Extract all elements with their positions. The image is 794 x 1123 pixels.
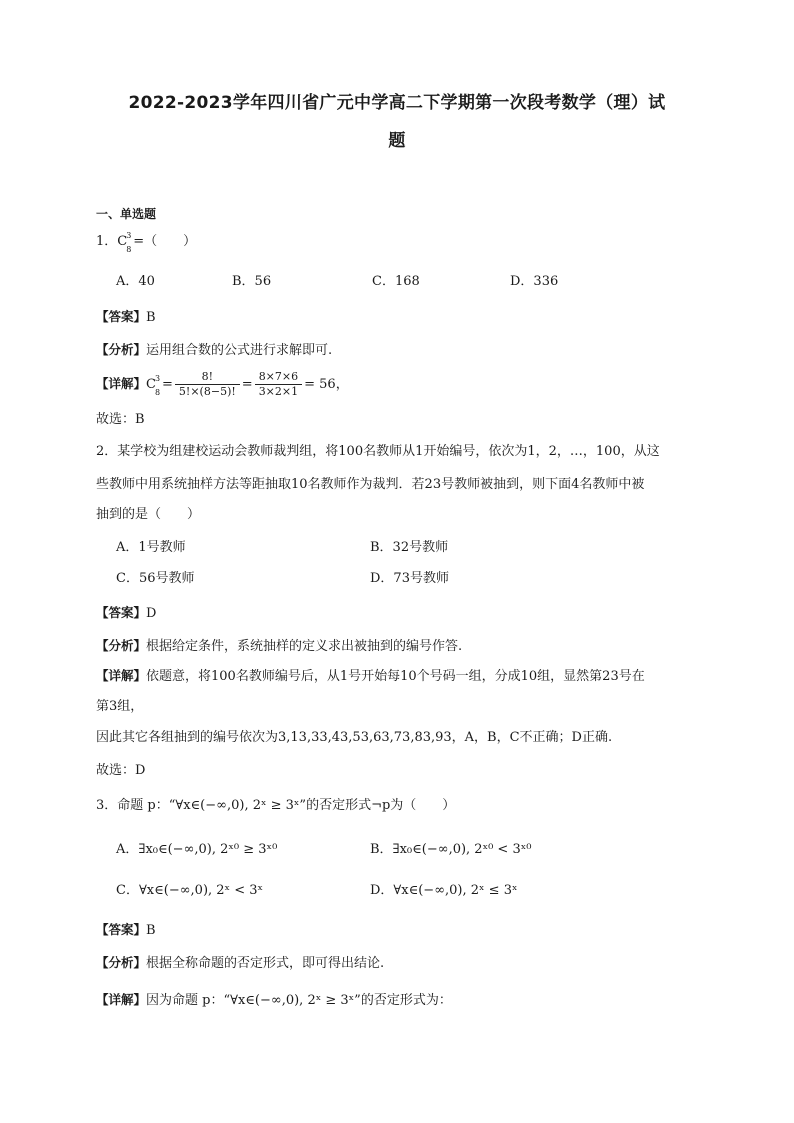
q2-analysis-text: 根据给定条件，系统抽样的定义求出被抽到的编号作答. (146, 639, 463, 654)
answer-label: 【答案】 (96, 309, 147, 324)
q1-combination: C 3 8 (117, 231, 132, 254)
q2-detail-line-3: 因此其它各组抽到的编号依次为3,13,33,43,53,63,73,83,93，A，B，C不正确；D正确. (96, 730, 613, 745)
q2-option-d: D．73号教师 (370, 571, 449, 586)
q3-answer: 【答案】B (96, 922, 156, 938)
q1-option-c: C．168 (372, 274, 420, 289)
q1-analysis-text: 运用组合数的公式进行求解即可. (146, 343, 333, 358)
q2-conclusion: 故选：D (96, 763, 146, 778)
q2-option-a: A．1号教师 (116, 540, 186, 555)
q2-answer-value: D (146, 606, 157, 621)
q1-fraction-2: $\frac{8\times 7\times 6}{3\times 2\times 1}$ (255, 370, 302, 399)
q2-stem-line-3: 抽到的是（ ） (96, 507, 201, 522)
q1-option-a: A．40 (116, 274, 155, 289)
q3-detail: 【详解】因为命题 p：“∀x∈(−∞,0), 2ˣ ≥ 3ˣ”的否定形式为： (96, 992, 452, 1008)
q3-option-b: B．∃x₀∈(−∞,0), 2ˣ⁰ < 3ˣ⁰ (370, 842, 532, 857)
title-line-1: 2022-2023学年四川省广元中学高二下学期第一次段考数学（理）试 (128, 93, 666, 113)
q3-option-d: D．∀x∈(−∞,0), 2ˣ ≤ 3ˣ (370, 883, 518, 898)
q2-analysis: 【分析】根据给定条件，系统抽样的定义求出被抽到的编号作答. (96, 638, 463, 654)
q3-analysis: 【分析】根据全称命题的否定形式，即可得出结论. (96, 955, 385, 971)
q1-analysis (96, 340, 332, 361)
q1-detail-result: = 56， (304, 377, 349, 392)
q1-detail: 【详解】C 3 8 = $\frac{8!}{5!\times(8-5)!}$ = $\frac{8\times 7\times 6}{3\times 2\times 1}$ = 56， (96, 370, 349, 398)
analysis-label: 【分析】 (96, 342, 147, 357)
detail-label: 【详解】 (96, 376, 147, 391)
title-line-2: 题 (388, 131, 406, 151)
q3-option-a: A．∃x₀∈(−∞,0), 2ˣ⁰ ≥ 3ˣ⁰ (116, 842, 278, 857)
q3-answer-value: B (146, 923, 156, 938)
q2-answer: 【答案】D (96, 605, 157, 621)
q3-analysis-text: 根据全称命题的否定形式，即可得出结论. (146, 956, 385, 971)
q3-stem: 3．命题 p：“∀x∈(−∞,0), 2ˣ ≥ 3ˣ”的否定形式¬p为（ ） (96, 798, 456, 813)
q1-number: 1． (96, 234, 118, 249)
section-heading: 一、单选题 (96, 207, 157, 221)
q3-option-c: C．∀x∈(−∞,0), 2ˣ < 3ˣ (116, 883, 263, 898)
q1-answer-value: B (146, 310, 156, 325)
q1-fraction-1: $\frac{8!}{5!\times(8-5)!}$ (175, 370, 240, 399)
q1-stem-tail: =（ ） (133, 234, 197, 249)
q2-detail-line-2: 第3组， (96, 699, 144, 714)
q1-option-b: B．56 (232, 274, 272, 289)
q2-detail-line-1: 【详解】依题意，将100名教师编号后，从1号开始每10个号码一组，分成10组，显然第23号在 (96, 668, 645, 684)
q1-answer (96, 307, 156, 328)
q1-conclusion: 故选：B (96, 412, 145, 427)
q1-detail-combination: C 3 8 (146, 374, 161, 397)
q2-stem-line-1: 2．某学校为组建校运动会教师裁判组，将100名教师从1开始编号，依次为1，2，…，100，从这 (96, 444, 660, 459)
q2-option-c: C．56号教师 (116, 571, 195, 586)
document-title (70, 84, 724, 160)
q2-option-b: B．32号教师 (370, 540, 449, 555)
q1-option-d: D．336 (510, 274, 559, 289)
q1-stem (96, 232, 196, 252)
q2-stem-line-2: 些教师中用系统抽样方法等距抽取10名教师作为裁判．若23号教师被抽到，则下面4名教师中被 (96, 477, 645, 492)
